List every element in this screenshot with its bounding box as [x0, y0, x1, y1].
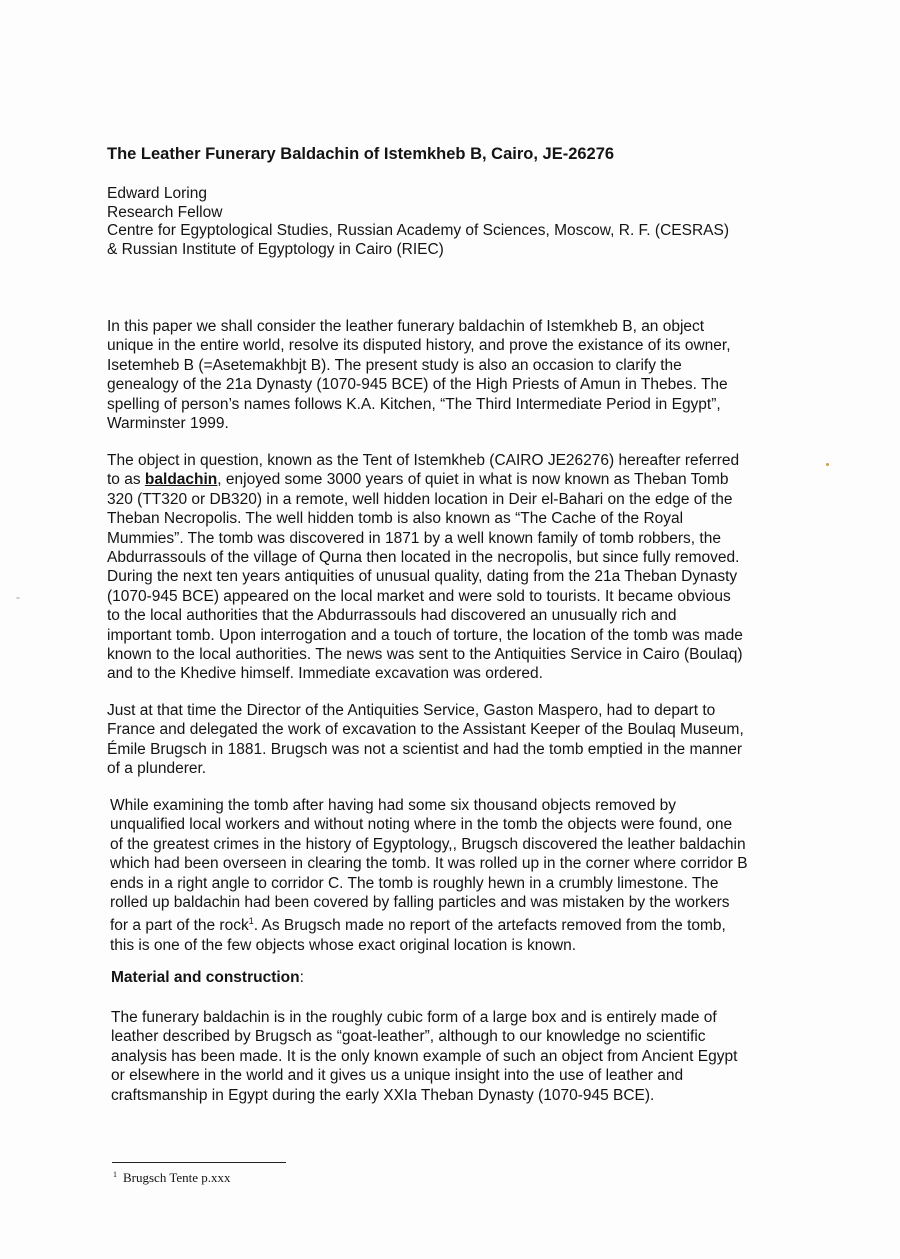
paragraph-intro	[107, 317, 731, 433]
paragraph-excavation	[107, 701, 744, 779]
section-heading-suffix: :	[299, 969, 304, 986]
text-line: Just at that time the Director of the Antiquities Service, Gaston Maspero, had to depart to	[107, 702, 716, 719]
text-line: leather described by Brugsch as “goat-leather”, although to our knowledge no scientific	[111, 1028, 706, 1046]
text-line: Theban Necropolis. The well hidden tomb is also known as “The Cache of the Royal	[107, 510, 684, 528]
author-affiliation: Centre for Egyptological Studies, Russian Academy of Sciences, Moscow, R. F. (CESRAS)	[107, 222, 729, 239]
text-line: The object in question, known as the Tent of Istemkheb (CAIRO JE26276) hereafter referred	[107, 452, 740, 469]
paragraph-discovery	[110, 796, 748, 955]
text-line: Émile Brugsch in 1881. Brugsch was not a scientist and had the tomb emptied in the manner	[107, 740, 742, 758]
footnote-separator	[112, 1162, 286, 1163]
text-line	[107, 470, 743, 489]
text-run: to as	[107, 471, 145, 489]
text-line	[110, 912, 748, 935]
footnote-text: Brugsch Tente p.xxx	[123, 1170, 231, 1185]
author-block	[107, 185, 729, 259]
paragraph-object	[107, 451, 743, 684]
text-line: important tomb. Upon interrogation and a touch of torture, the location of the tomb was made	[107, 626, 743, 644]
scan-speck	[16, 597, 20, 599]
baldachin-term: baldachin	[144, 471, 218, 489]
text-line: and to the Khedive himself. Immediate excavation was ordered.	[107, 665, 543, 683]
text-line: spelling of person’s names follows K.A. Kitchen, “The Third Intermediate Period in Egypt”,	[107, 395, 721, 413]
author-name: Edward Loring	[107, 185, 207, 202]
text-line: which had been overseen in clearing the tomb. It was rolled up in the corner where corridor B	[110, 855, 748, 873]
text-line: The funerary baldachin is in the roughly cubic form of a large box and is entirely made of	[111, 1009, 717, 1026]
section-heading-text: Material and construction	[111, 969, 300, 986]
text-line: this is one of the few objects whose exact original location is known.	[110, 936, 577, 954]
text-run: . As Brugsch made no report of the artefacts removed from the tomb,	[253, 917, 726, 935]
text-line: craftsmanship in Egypt during the early XXIa Theban Dynasty (1070-945 BCE).	[111, 1086, 655, 1104]
text-line: Warminster 1999.	[107, 415, 229, 433]
footnote-mark: 1	[113, 1170, 117, 1179]
document-title: The Leather Funerary Baldachin of Istemkheb B, Cairo, JE-26276	[107, 145, 615, 163]
text-line: genealogy of the 21a Dynasty (1070-945 BCE) of the High Priests of Amun in Thebes. The	[107, 376, 728, 394]
paragraph-material	[111, 1008, 737, 1105]
text-run: for a part of the rock	[110, 917, 249, 935]
text-line: Isetemheb B (=Asetemakhbjt B). The present study is also an occasion to clarify the	[107, 356, 682, 374]
text-line: While examining the tomb after having had some six thousand objects removed by	[110, 797, 677, 814]
footnote-reference[interactable]: 1	[248, 916, 254, 927]
text-line: to the local authorities that the Abdurrassouls had discovered an unusually rich and	[107, 607, 677, 625]
text-line: 320 (TT320 or DB320) in a remote, well hidden location in Deir el-Bahari on the edge of the	[107, 490, 733, 508]
text-line: During the next ten years antiquities of unusual quality, dating from the 21a Theban Dynasty	[107, 568, 738, 586]
text-line: rolled up baldachin had been covered by falling particles and was mistaken by the workers	[110, 894, 730, 912]
text-line: analysis has been made. It is the only known example of such an object from Ancient Egypt	[111, 1047, 738, 1065]
text-run: , enjoyed some 3000 years of quiet in what is now known as Theban Tomb	[217, 471, 729, 489]
text-line: of the greatest crimes in the history of Egyptology,, Brugsch discovered the leather baldachin	[110, 835, 746, 853]
text-line: ends in a right angle to corridor C. The tomb is roughly hewn in a crumbly limestone. The	[110, 874, 719, 892]
text-line: (1070-945 BCE) appeared on the local market and were sold to tourists. It became obvious	[107, 587, 731, 605]
section-heading	[111, 969, 304, 987]
scan-speck	[826, 463, 829, 466]
footnote	[113, 1170, 231, 1186]
text-line: unqualified local workers and without noting where in the tomb the objects were found, one	[110, 816, 733, 834]
text-line: Abdurrassouls of the village of Qurna then located in the necropolis, but since fully removed.	[107, 549, 740, 567]
text-line: unique in the entire world, resolve its disputed history, and prove the existance of its owner,	[107, 337, 731, 355]
author-position: Research Fellow	[107, 203, 223, 221]
text-line: France and delegated the work of excavation to the Assistant Keeper of the Boulaq Museum,	[107, 721, 744, 739]
text-line: of a plunderer.	[107, 760, 207, 778]
author-affiliation-secondary: & Russian Institute of Egyptology in Cairo (RIEC)	[107, 240, 444, 258]
text-line: or elsewhere in the world and it gives us a unique insight into the use of leather and	[111, 1067, 684, 1085]
text-line: known to the local authorities. The news was sent to the Antiquities Service in Cairo (Boulaq)	[107, 646, 743, 664]
text-line: In this paper we shall consider the leather funerary baldachin of Istemkheb B, an object	[107, 318, 705, 335]
text-line: Mummies”. The tomb was discovered in 1871 by a well known family of tomb robbers, the	[107, 529, 721, 547]
